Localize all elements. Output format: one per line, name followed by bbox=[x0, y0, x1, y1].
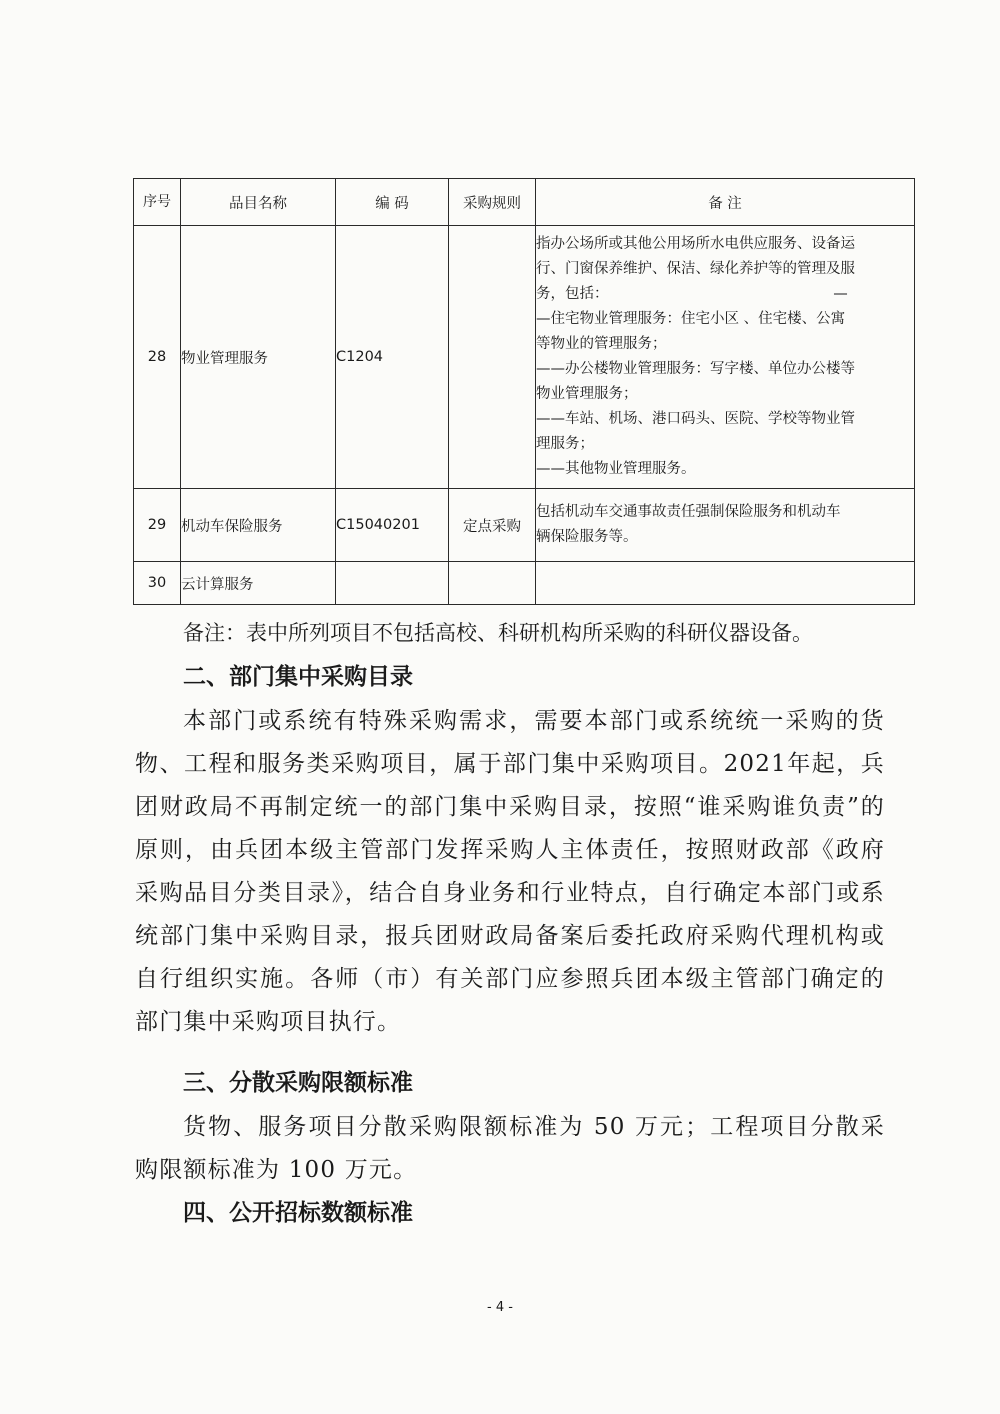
header-name: 品目名称 bbox=[181, 179, 336, 226]
section-3-heading: 三、分散采购限额标准 bbox=[183, 1070, 413, 1096]
remark-line: —住宅物业管理服务：住宅小区 、住宅楼、公寓 bbox=[536, 311, 846, 327]
remark-line: ——车站、机场、港口码头、医院、学校等物业管 bbox=[536, 411, 855, 427]
section-2-body: 本部门或系统有特殊采购需求，需要本部门或系统统一采购的货物、工程和服务类采购项目，属于部门集中采购项目。2021年起，兵团财政局不再制定统一的部门集中采购目录，按照“谁采购谁负责”的原则，由兵团本级主管部门发挥采购人主体责任，按照财政部《政府采购品目分类目录》，结合自身业务和行业特点，自行确定本部门或系统部门集中采购目录，报兵团财政局备案后委托政府采购代理机构或自行组织实施。各师（市）有关部门应参照兵团本级主管部门确定的部门集中采购项目执行。 bbox=[135, 708, 885, 1035]
cell-remark bbox=[536, 562, 915, 605]
cell-rule bbox=[449, 562, 536, 605]
cell-remark bbox=[536, 226, 915, 489]
procurement-catalog-table bbox=[133, 178, 915, 605]
cell-code: C15040201 bbox=[336, 489, 449, 562]
cell-name: 机动车保险服务 bbox=[181, 489, 336, 562]
header-code: 编 码 bbox=[336, 179, 449, 226]
header-seq: 序号 bbox=[134, 179, 181, 226]
table-row bbox=[134, 562, 915, 605]
remark-line: 务，包括： — bbox=[536, 286, 848, 302]
table-note: 备注：表中所列项目不包括高校、科研机构所采购的科研仪器设备。 bbox=[183, 621, 813, 645]
table-header-row bbox=[134, 179, 915, 226]
remark-line: ——办公楼物业管理服务：写字楼、单位办公楼等 bbox=[536, 361, 855, 377]
table-row bbox=[134, 489, 915, 562]
cell-name: 云计算服务 bbox=[181, 562, 336, 605]
remark-line: 理服务； bbox=[536, 436, 594, 452]
section-2-heading: 二、部门集中采购目录 bbox=[183, 664, 413, 690]
cell-seq: 30 bbox=[134, 562, 181, 605]
cell-code bbox=[336, 562, 449, 605]
cell-name: 物业管理服务 bbox=[181, 226, 336, 489]
page-number: - 4 - bbox=[487, 1300, 513, 1315]
remark-line: 等物业的管理服务； bbox=[536, 336, 667, 352]
remark-line: 包括机动车交通事故责任强制保险服务和机动车 bbox=[536, 504, 841, 520]
remark-line: 行、门窗保养维护、保洁、绿化养护等的管理及服 bbox=[536, 261, 855, 277]
header-rule: 采购规则 bbox=[449, 179, 536, 226]
section-4-heading: 四、公开招标数额标准 bbox=[183, 1200, 413, 1226]
section-3-body: 货物、服务项目分散采购限额标准为 50 万元；工程项目分散采购限额标准为 100 万元。 bbox=[135, 1114, 885, 1183]
cell-rule: 定点采购 bbox=[449, 489, 536, 562]
remark-line: 指办公场所或其他公用场所水电供应服务、设备运 bbox=[536, 236, 855, 252]
remark-line: ——其他物业管理服务。 bbox=[536, 461, 696, 477]
remark-line: 物业管理服务； bbox=[536, 386, 638, 402]
cell-seq: 28 bbox=[134, 226, 181, 489]
remark-line: 辆保险服务等。 bbox=[536, 529, 638, 545]
cell-remark bbox=[536, 489, 915, 562]
cell-rule bbox=[449, 226, 536, 489]
header-remark: 备 注 bbox=[536, 179, 915, 226]
cell-code: C1204 bbox=[336, 226, 449, 489]
table-row bbox=[134, 226, 915, 489]
cell-seq: 29 bbox=[134, 489, 181, 562]
